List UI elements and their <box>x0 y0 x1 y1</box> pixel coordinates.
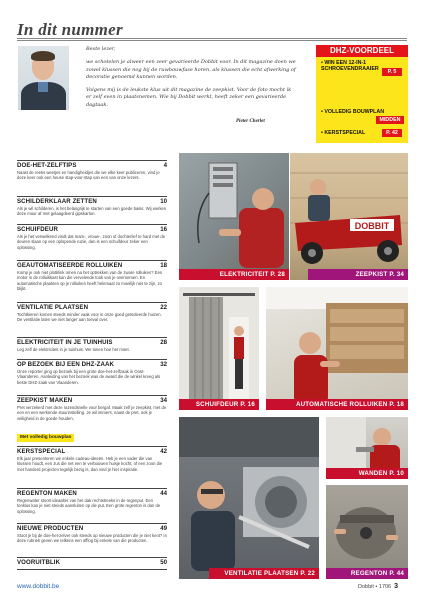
toc-entry-title: SCHILDERKLAAR ZETTEN <box>17 198 97 205</box>
dhz-item-kerstspecial[interactable]: • KERSTSPECIAL <box>321 130 366 136</box>
photo-zeepkist[interactable] <box>290 153 408 280</box>
dhz-item-giveaway[interactable]: • WIN EEN 12-IN-1 SCHROEVENDRAAIER <box>321 60 379 73</box>
intro-text <box>86 46 298 115</box>
website-link[interactable]: www.dobbit.be <box>17 583 60 590</box>
toc-entry-desc: Pret verzekerd met deze razendsnelle voor bergaf. Maak zelf je zeepkist, met de een en een werkende stuurinstelling. Je wil immers, naast de pret, ook je veiligheid in de goede houden. <box>17 405 167 421</box>
dhz-voordeel-header: DHZ-VOORDEEL <box>316 45 408 57</box>
toc-entry[interactable] <box>17 448 167 472</box>
dhz-voordeel-box <box>316 45 408 143</box>
toc-entry-page: 44 <box>160 490 167 497</box>
toc-entry-page: 22 <box>160 304 167 311</box>
photo-rolluiken[interactable] <box>266 287 408 410</box>
toc-entry-title: REGENTON MAKEN <box>17 490 77 497</box>
soapbox-car-illustration <box>290 153 408 280</box>
toc-entry-title: ELEKTRICITEIT IN JE TUINHUIS <box>17 339 113 346</box>
toc-entry-page: 16 <box>160 226 167 233</box>
caption-ventilatie: VENTILATIE PLAATSEN P. 22 <box>209 568 319 579</box>
toc-entry-page: 32 <box>160 361 167 368</box>
toc-divider <box>17 260 167 261</box>
toc-entry-desc: Leg zelf de elektriciteit in je tuinhuis. We tonen hoe het moet. <box>17 347 130 352</box>
roller-shutter-illustration <box>266 287 408 410</box>
toc-divider <box>17 160 167 161</box>
intro-paragraph-2: Volgens mij is de leukste klus uit dit magazine de zeepkist. Voor de foto mocht ik er zelf even in plaatsnemen. Wie bij Dobbit werkt, heeft zeker een gevarieerde dagtaak. <box>86 87 292 108</box>
caption-zeepkist: ZEEPKIST P. 34 <box>308 269 408 280</box>
toc-divider <box>17 488 167 489</box>
car-logo: DOBBIT <box>354 221 390 231</box>
photo-schuifdeur[interactable] <box>179 287 259 410</box>
caption-regenton: REGENTON P. 44 <box>326 568 408 579</box>
toc-divider <box>17 446 167 447</box>
electrician-illustration <box>179 153 289 280</box>
toc-divider <box>17 359 167 360</box>
toc-entry-desc: Als je wil schilderen, is het belangrijk te starten van een goede basis. Wij werken deze muur af met gelaagdeerd gipskarton. <box>17 206 167 217</box>
toc-entry-title: DOE-HET-ZELFTIPS <box>17 162 77 169</box>
toc-entry[interactable] <box>17 339 167 352</box>
toc-entry-page: 50 <box>160 559 167 566</box>
dhz-page-bouwplan: MIDDEN <box>376 116 404 124</box>
toc-entry[interactable] <box>17 490 167 514</box>
toc-entry-desc: Elk jaar presenteren we enkele cadeau-ideeën. Heb je een vader die van klussen houdt, een zus die net een te verbouwen huisje kocht, of een zoon die met handerd projecten tegelijk bezig is, dan vind je hier inspiratie. <box>17 456 163 472</box>
intro-paragraph-1: we schotelen je alweer een zeer gevarieerde Dobbit voor. In dit magazine doen we zowel klussen die nog bij de ruwbouwfase horen, als klussen die echt afwerking of decoratie genoemd kunnen worden. <box>86 59 296 80</box>
toc-divider <box>17 337 167 338</box>
rain-barrel-illustration <box>326 485 408 579</box>
toc-divider <box>17 569 167 570</box>
footer-issue <box>358 583 398 590</box>
toc-entry-desc: Komp je ook niet plotklink omen na het optrekken van de zware rolluiken? Een motor in de rolluikkast kan die vervelende took van je overnemen. En automatische plaatsen op je rolluiken heeft helemaal zo moeilijk niet te zijn, zo blijkt. <box>17 270 163 292</box>
toc-entry-desc: Als je het verwelkend vindt dat mam-, vrouw-, zoon of dochterlief te hard met de deuren slaan op een oplopende ruzie, dan is een schuifdeur zeker een oplossing. <box>17 234 166 250</box>
title-rule <box>17 38 407 41</box>
issue-label: Dobbit • 1706 <box>358 584 392 590</box>
toc-divider <box>17 395 167 396</box>
dhz-item-bouwplan[interactable]: • VOLLEDIG BOUWPLAN <box>321 109 385 115</box>
toc-entry-page: 4 <box>163 162 167 169</box>
toc-entry-title: VENTILATIE PLAATSEN <box>17 304 89 311</box>
photo-elektriciteit[interactable] <box>179 153 289 280</box>
toc-divider <box>17 523 167 524</box>
editor-signature: Pieter Cherlet <box>236 119 265 124</box>
toc-entry-title: SCHUIFDEUR <box>17 226 58 233</box>
toc-entry-page: 18 <box>160 262 167 269</box>
toc-entry-desc: Regenwater stoort ideaalter van het dak rechtstreeks in de regenput. Een tonklus kan je niet steeds aansluiten op die put. Een grote regenton is dan de oplossing. <box>17 498 161 514</box>
toc-entry[interactable] <box>17 559 167 566</box>
dhz-page-giveaway: P. 5 <box>382 68 402 76</box>
intro-greeting: Beste lezer, <box>86 46 116 52</box>
toc-entry-page: 34 <box>160 397 167 404</box>
caption-wanden: WANDEN P. 10 <box>326 468 408 479</box>
toc-entry[interactable] <box>17 162 167 181</box>
toc-entry-title: OP BEZOEK BIJ EEN DHZ-ZAAK <box>17 361 114 368</box>
dhz-page-kerstspecial: P. 42 <box>382 129 402 137</box>
toc-entry[interactable] <box>17 525 167 544</box>
photo-regenton[interactable] <box>326 485 408 579</box>
toc-entry[interactable] <box>17 226 167 250</box>
ventilation-illustration <box>179 417 319 579</box>
toc-divider <box>17 224 167 225</box>
toc-entry[interactable] <box>17 198 167 217</box>
toc-entry-page: 49 <box>160 525 167 532</box>
toc-entry-title: VOORUITBLIK <box>17 559 61 566</box>
toc-entry-page: 28 <box>160 339 167 346</box>
toc-entry-title: KERSTSPECIAL <box>17 448 66 455</box>
toc-entry-page: 42 <box>160 448 167 455</box>
photo-ventilatie[interactable] <box>179 417 319 579</box>
sliding-door-illustration <box>179 287 259 410</box>
toc-entry-title: ZEEPKIST MAKEN <box>17 397 73 404</box>
caption-elektriciteit: ELEKTRICITEIT P. 28 <box>179 269 289 280</box>
caption-rolluiken: AUTOMATISCHE ROLLUIKEN P. 18 <box>266 399 408 410</box>
photo-wanden[interactable] <box>326 417 408 479</box>
toc-entry-page: 10 <box>160 198 167 205</box>
toc-entry[interactable] <box>17 304 167 323</box>
bouwplan-badge: Met volledig bouwplan <box>17 434 74 442</box>
toc-divider <box>17 196 167 197</box>
toc-entry[interactable] <box>17 361 167 385</box>
toc-entry-desc: Naast de reeks weetjes en handigheidjes die we elke keer publiceren, vind je deze keer ook een heuse stap-voor-stap van een van onze lezers. <box>17 170 160 181</box>
editor-portrait <box>18 46 69 110</box>
toc-entry-desc: Tochtkieren komen steeds minder vaak voor in onze goed geïsoleerde huizen. De ventilatie laten we niet langer aan toeval over. <box>17 312 162 323</box>
toc-divider <box>17 557 167 558</box>
page-title: In dit nummer <box>17 20 123 39</box>
toc-entry[interactable] <box>17 397 167 421</box>
toc-divider <box>17 302 167 303</box>
toc-entry-desc: Onze reporter ging op bezoek bij een grote doe-het-zelfzaak in Oost-Vlaanderen. Aanleiding van het bezoek was de award die de winkel kreeg als beste DHZ-zaak van Vlaanderen. <box>17 369 161 385</box>
toc-entry[interactable] <box>17 262 167 292</box>
toc-entry-title: GEAUTOMATISEERDE ROLLUIKEN <box>17 262 123 269</box>
toc-entry-title: NIEUWE PRODUCTEN <box>17 525 84 532</box>
page-number: 3 <box>394 583 399 590</box>
toc-entry-desc: Stoot je bij de doe-het-zelver ook steeds op nieuwe producten die je niet kent? In deze rubriek geven we telkens een offlog bij enkele van die producten. <box>17 533 167 544</box>
caption-schuifdeur: SCHUIFDEUR P. 16 <box>179 399 259 410</box>
